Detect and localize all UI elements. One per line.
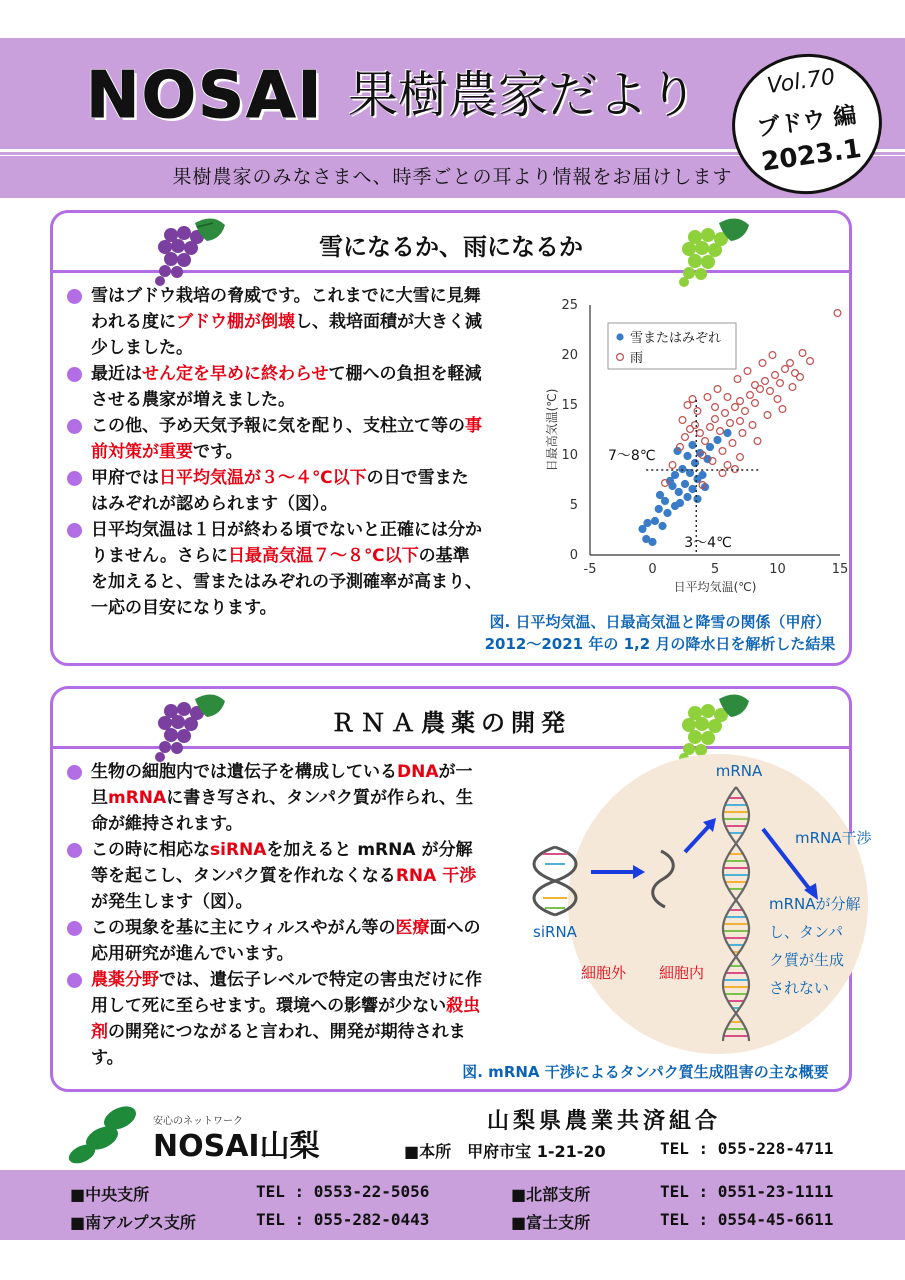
body-text: この他、予め天気予報に気を配り、支柱立て等の: [91, 416, 465, 436]
result-line-3: ク質が生成: [769, 951, 845, 969]
branch-name: ■南アルプス支所: [70, 1213, 196, 1232]
body-text: の基準を加えると、雪またはみぞれの予測確率が高まり、一応の目安になります。: [91, 546, 482, 618]
body-text: この現象を基に主にウィルスやがん等の: [91, 918, 396, 938]
rain-point: [777, 380, 784, 387]
body-text: 日平均気温は１日が終わる頃でないと正確には分かりません。さらに: [91, 520, 482, 566]
nosai-yamanashi-logo: [68, 1104, 368, 1164]
legend-label: 雪またはみぞれ: [630, 331, 722, 346]
body-text: 面への応用研究が進んでいます。: [91, 918, 481, 964]
list-item: [65, 967, 485, 1071]
x-tick-label: 0: [648, 562, 657, 577]
chart-legend: [608, 323, 736, 369]
branch-tel: TEL : 0554-45-6611: [660, 1210, 834, 1229]
head-office-tel: TEL : 055-228-4711: [660, 1139, 834, 1158]
body-text: に書き写され、タンパク質が作られ、生命が維持されます。: [91, 788, 474, 834]
snow-point: [671, 471, 678, 478]
body-text: では、遺伝子レベルで特定の害虫だけに作用して死に至らせます。環境への影響が少ない: [91, 970, 482, 1016]
rain-point: [752, 400, 759, 407]
bullet-dot-icon: [67, 765, 82, 780]
body-text: の開発につながると言われ、開発が期待されます。: [91, 1022, 466, 1068]
snow-point: [655, 505, 662, 512]
snow-point: [679, 465, 686, 472]
result-line-4: されない: [769, 979, 830, 997]
snow-point: [644, 519, 651, 526]
head-office-address: ■本所 甲府市宝 1-21-20: [404, 1142, 606, 1161]
highlight-text: RNA 干渉: [395, 866, 477, 886]
body-text: を加えると mRNA が分解等を起こし、タンパク質を作れなくなる: [91, 840, 473, 886]
rain-point: [762, 378, 769, 385]
rain-point: [752, 382, 759, 389]
highlight-text: mRNA: [108, 788, 167, 808]
y-axis-label: 日最高気温(℃): [545, 388, 559, 472]
highlight-text: 殺虫剤: [91, 996, 481, 1042]
rain-point: [722, 410, 729, 417]
newsletter-title: 果樹農家だより: [348, 66, 698, 124]
y-tick-label: 25: [561, 298, 578, 313]
highlight-text: 日最高気温７～８℃以下: [228, 546, 419, 566]
issue-date: 2023.1: [759, 133, 864, 178]
snow-point: [694, 495, 701, 502]
result-line-2: し、タンパ: [769, 923, 843, 941]
rain-point: [807, 358, 814, 365]
bullet-dot-icon: [67, 523, 82, 538]
rain-point: [717, 428, 724, 435]
chart-marks: [608, 310, 841, 555]
bullet-dot-icon: [67, 367, 82, 382]
body-text: が発生します（図）。: [91, 892, 253, 912]
rain-point: [694, 408, 701, 415]
green-grape-icon: [675, 215, 753, 287]
rain-point: [772, 372, 779, 379]
x-axis-label: 日平均気温(℃): [673, 580, 757, 594]
snow-point: [691, 459, 698, 466]
x-threshold-label: 3～4℃: [684, 535, 732, 551]
body-text: て棚への負担を軽減させる農家が増えました。: [91, 364, 482, 410]
diagram-caption: 図. mRNA 干渉によるタンパク質生成阻害の主な概要: [462, 1063, 829, 1081]
rain-point: [669, 462, 676, 469]
rna-interference-diagram: [473, 759, 872, 1054]
bullet-list: [65, 759, 485, 1071]
snow-point: [714, 436, 721, 443]
chart-caption-title: 図. 日平均気温、日最高気温と降雪の関係（甲府）: [489, 613, 831, 631]
snow-point: [724, 429, 731, 436]
rain-point: [782, 366, 789, 373]
section-title-bar: [53, 689, 849, 749]
rain-point: [779, 406, 786, 413]
rain-point: [684, 402, 691, 409]
rain-point: [737, 398, 744, 405]
y-tick-label: 0: [569, 548, 578, 563]
branch-name: ■北部支所: [511, 1185, 591, 1204]
bullet-dot-icon: [67, 289, 82, 304]
bullet-dot-icon: [67, 471, 82, 486]
x-tick-label: 5: [710, 562, 720, 577]
highlight-text: 日平均気温が３～４℃以下: [159, 468, 367, 488]
tagline: 果樹農家のみなさまへ、時季ごとの耳より情報をお届けします: [172, 166, 733, 188]
body-text: 最近は: [91, 364, 142, 384]
snow-point: [639, 525, 646, 532]
rain-point: [754, 438, 761, 445]
y-threshold-label: 7～8℃: [608, 448, 656, 464]
rain-point: [737, 418, 744, 425]
snow-point: [649, 538, 656, 545]
snow-point: [664, 509, 671, 516]
branch-name: ■富士支所: [511, 1213, 591, 1232]
section-title: 雪になるか、雨になるか: [319, 233, 583, 261]
highlight-text: せん定を早めに終わらせ: [142, 364, 329, 384]
y-tick-label: 10: [561, 448, 578, 463]
rain-point: [787, 360, 794, 367]
rain-point: [774, 396, 781, 403]
green-grape-icon: [675, 691, 753, 763]
section-title-bar: [53, 213, 849, 273]
legend-label: 雨: [630, 351, 644, 366]
rain-point: [729, 440, 736, 447]
rain-point: [732, 466, 739, 473]
rain-point: [719, 448, 726, 455]
rain-point: [749, 422, 756, 429]
list-item: [65, 413, 485, 465]
branch-tel: TEL : 0553-22-5056: [256, 1182, 430, 1201]
rain-point: [732, 404, 739, 411]
highlight-text: ブドウ棚が倒壊: [176, 312, 295, 332]
bullet-dot-icon: [67, 419, 82, 434]
rain-point: [704, 394, 711, 401]
rain-point: [747, 392, 754, 399]
rain-point: [692, 422, 699, 429]
snow-point: [706, 443, 713, 450]
x-tick-label: 10: [769, 562, 786, 577]
highlight-text: siRNA: [210, 840, 267, 860]
branch-tel: TEL : 0551-23-1111: [660, 1182, 834, 1201]
list-item: [65, 759, 485, 837]
x-tick-label: 15: [831, 562, 849, 577]
snow-point: [651, 517, 658, 524]
rain-point: [834, 310, 841, 317]
rain-point: [767, 388, 774, 395]
snow-point: [659, 522, 666, 529]
snow-point: [699, 471, 706, 478]
interference-label: mRNA干渉: [795, 829, 872, 847]
rain-point: [734, 376, 741, 383]
rain-point: [737, 454, 744, 461]
rain-point: [714, 386, 721, 393]
rain-point: [689, 396, 696, 403]
snow-point: [656, 491, 663, 498]
rain-point: [712, 404, 719, 411]
body-text: です。: [193, 442, 243, 462]
rain-point: [764, 412, 771, 419]
rain-point: [789, 384, 796, 391]
mrna-label: mRNA: [715, 762, 763, 780]
x-tick-label: -5: [583, 562, 597, 577]
organization-name: 山梨県農業共済組合: [487, 1109, 722, 1134]
rain-point: [742, 408, 749, 415]
scatter-chart: [498, 293, 848, 611]
snow-point: [676, 499, 683, 506]
branch-name: ■中央支所: [70, 1185, 150, 1204]
branch-list: [0, 1170, 905, 1240]
snow-point: [681, 480, 688, 487]
rain-point: [744, 368, 751, 375]
rain-point: [724, 394, 731, 401]
rain-point: [697, 430, 704, 437]
rain-point: [759, 360, 766, 367]
sirna-label: siRNA: [533, 923, 577, 941]
rain-point: [724, 462, 731, 469]
section-title: ＲＮＡ農薬の開発: [331, 709, 571, 737]
list-item: [65, 915, 485, 967]
highlight-text: 事前対策が重要: [91, 416, 482, 462]
section-snow-or-rain: [50, 210, 852, 666]
result-line-1: mRNAが分解: [769, 895, 861, 913]
y-tick-label: 20: [561, 348, 578, 363]
branch-tel: TEL : 055-282-0443: [256, 1210, 430, 1229]
brand-logo: NOSAI: [86, 59, 324, 133]
logo-tagline: 安心のネットワーク: [153, 1116, 243, 1127]
list-item: [65, 361, 485, 413]
body-text: が一旦: [91, 762, 473, 808]
body-text: この時に相応な: [91, 840, 210, 860]
rain-point: [679, 417, 686, 424]
y-tick-label: 15: [561, 398, 578, 413]
rain-point: [707, 424, 714, 431]
body-text: の日で雪またはみぞれが認められます（図）。: [91, 468, 469, 514]
rain-point: [769, 352, 776, 359]
snow-point: [689, 441, 696, 448]
highlight-text: 農薬分野: [91, 970, 159, 990]
snow-point: [684, 452, 691, 459]
chart-caption-note: 2012～2021 年の 1,2 月の降水日を解析した結果: [484, 635, 836, 653]
rain-point: [799, 350, 806, 357]
snow-point: [689, 485, 696, 492]
body-text: し、栽培面積が大きく減少しました。: [91, 312, 482, 358]
highlight-text: DNA: [397, 762, 439, 782]
rain-point: [682, 434, 689, 441]
bullet-list: [65, 283, 485, 621]
list-item: [65, 837, 485, 915]
body-text: 雪はブドウ栽培の脅威です。これまでに大雪に見舞われる度に: [91, 286, 481, 332]
snow-point: [661, 497, 668, 504]
bullet-dot-icon: [67, 973, 82, 988]
rain-point: [712, 416, 719, 423]
y-tick-label: 5: [569, 498, 578, 513]
body-text: 生物の細胞内では遺伝子を構成している: [91, 762, 397, 782]
rain-point: [702, 438, 709, 445]
highlight-text: 医療: [395, 918, 430, 938]
snow-point: [675, 488, 682, 495]
bullet-dot-icon: [67, 921, 82, 936]
rain-point: [797, 374, 804, 381]
list-item: [65, 465, 485, 517]
snow-point: [684, 493, 691, 500]
list-item: [65, 517, 485, 621]
legend-marker: [616, 333, 623, 340]
bullet-dot-icon: [67, 843, 82, 858]
body-text: 甲府では: [91, 468, 159, 488]
inside-label: 細胞内: [659, 964, 705, 982]
outside-label: 細胞外: [581, 964, 627, 982]
issue-edition: ブドウ 編: [755, 102, 859, 142]
rain-point: [727, 420, 734, 427]
section-rna-pesticide: [50, 686, 872, 1092]
logo-name: NOSAI山梨: [153, 1129, 320, 1164]
issue-volume: Vol.70: [765, 64, 837, 100]
list-item: [65, 283, 485, 361]
rain-point: [739, 430, 746, 437]
